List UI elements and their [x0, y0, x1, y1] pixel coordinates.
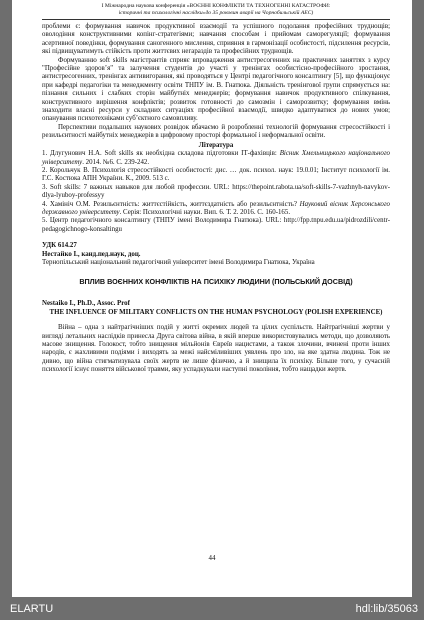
reference-item: 2. Корольчук В. Психологія стресостійкості особистості: дис. … док. психол. наук: 19.0.01; Інститут психології ім. Г.С. Костюка АПН України. К., 2009. 513 с.	[42, 166, 390, 183]
article-title-en: THE INFLUENCE OF MILITARY CONFLICTS ON THE HUMAN PSYCHOLOGY (POLISH EXPERIENCE)	[49, 308, 383, 316]
reference-item: 3. Soft skills: 7 важных навыков для любой профессии. URL: https://theрoint.rabota.ua/soft-skills-7-vazhnyh-navykov-dlya-lyuboy-professyy	[42, 183, 390, 200]
document-page	[12, 0, 412, 597]
reference-item: 4. Хамініч О.М. Резильєнтність: життєстійкість, життєздатність або резильєнтність? Науковий вісник Херсонського державного університету. Серія: Психологічні науки. Вип. 6. Т. 2. 2016. С. 160-165.	[42, 200, 390, 216]
header-rule	[42, 19, 390, 20]
udk-code: УДК 614.27	[42, 242, 77, 250]
affiliation: Тернопільський національний педагогічний університет імені Володимира Гнатюка, Україна	[42, 258, 315, 266]
paragraph-perspectives: Перспективи подальших наукових розвідок вбачаємо й розробленні технологій формування стресостійкості і резильєнтності майбутніх менеджерів в цифровому просторі формальної і неформальної освіти.	[42, 123, 390, 140]
literature-title: Література	[198, 141, 234, 149]
handle-id[interactable]: hdl:lib/35063	[355, 603, 418, 615]
page-number: 44	[208, 554, 216, 562]
repository-name: ELARTU	[10, 603, 54, 615]
author-ua: Нестайко І., канд.пед.наук, доц.	[42, 250, 141, 258]
body-paragraph: Війна – одна з найтрагічніших подій у житті окремих людей та цілих суспільств. Найтрагічніші жертви у вигляді летальних наслідків принесла Друга світова війна, в якій вперше використовувались методи, що дозволяють масове знищення. Голокост, тобто знищення мільйонів Євреїв нацистами, а також злочини, вчинені проти інших народів, є жахливими подіями і виходять за межі найсміливіших уявлень про зло, на яке здатна людина. Тож не дивно, що війна стигматизувала своїх жертв не лише фізично, а й знищила їх психіку. Більше того, у сучасній психології існує поняття військової травми, яку успадкували наступні покоління, тобто нащадки жертв.	[42, 324, 390, 374]
reference-item: 5. Центр педагогічного консалтингу (ТНПУ імені Володимира Гнатюка). URL: http://fpp.tnpu.edu.ua/pidrozdili/centr-pedagogichnogo-konsaltingu	[42, 217, 390, 233]
author-en: Nestaiko I., Ph.D., Assoc. Prof	[42, 300, 130, 308]
header-line-2: історичні та психологічні наслідки»до 35 роковин аварії на Чорнобильській АЕС)	[118, 10, 314, 16]
header-line-1: І Міжнародна наукова конференція «ВОЄННІ КОНФЛІКТИ ТА ТЕХНОГЕННІ КАТАСТРОФИ:	[101, 3, 331, 9]
paragraph-soft-skills: Формуванню soft skills магістрантів сприяє впровадження антистресогенних на практичних заняттях з курсу "Професійне здоров’я" та залучення студентів до участі у тренінгах особистісно-професійного зростання, антистресогенних, тренінгах антивигорання, які проводяться у Центрі педагогічного консалтингу [5], що функціонує при кафедрі педагогіки та менеджменту освіти ТНПУ ім. В. Гнатюка. Діяльність тренінгової групи спрямується на: пізнання сильних і слабких сторін майбутніх менеджерів; формування навичок продуктивного спілкування, конструктивного вирішення конфліктів; розвиток готовності до самозмін і саморозвитку; формування вмінь знаходити власні ресурси у складних ситуаціях професійної взаємодії, швидко адаптуватися до нових умов; опанування психотехніками суб’єктного самовпливу.	[42, 56, 390, 123]
article-title-ua: ВПЛИВ ВОЄННИХ КОНФЛІКТІВ НА ПСИХІКУ ЛЮДИНИ (ПОЛЬСЬКИЙ ДОСВІД)	[79, 277, 353, 287]
reference-item: 1. Длугунович Н.А. Soft skills як необхідна складова підготовки ІТ-фахівців: Вісник Хмельницького національного університету. 2014. №6. С. 239-242.	[42, 150, 390, 166]
reference-list	[42, 150, 390, 234]
intro-paragraph: проблеми є: формування навичок продуктивної взаємодії та успішного подолання професійних труднощів; оволодіння конструктивними копінг-стратегіями; навчання способам і прийомам саморегуляції; формування асертивної поведінки, формування саногенного мислення, сприяння в гармонізації особистості, підсилення ресурсів, які підвищуватимуть стійкість проти життєвих негараздів та професійних труднощів.	[42, 23, 390, 56]
conference-header	[42, 0, 390, 20]
repository-footer	[0, 597, 424, 620]
